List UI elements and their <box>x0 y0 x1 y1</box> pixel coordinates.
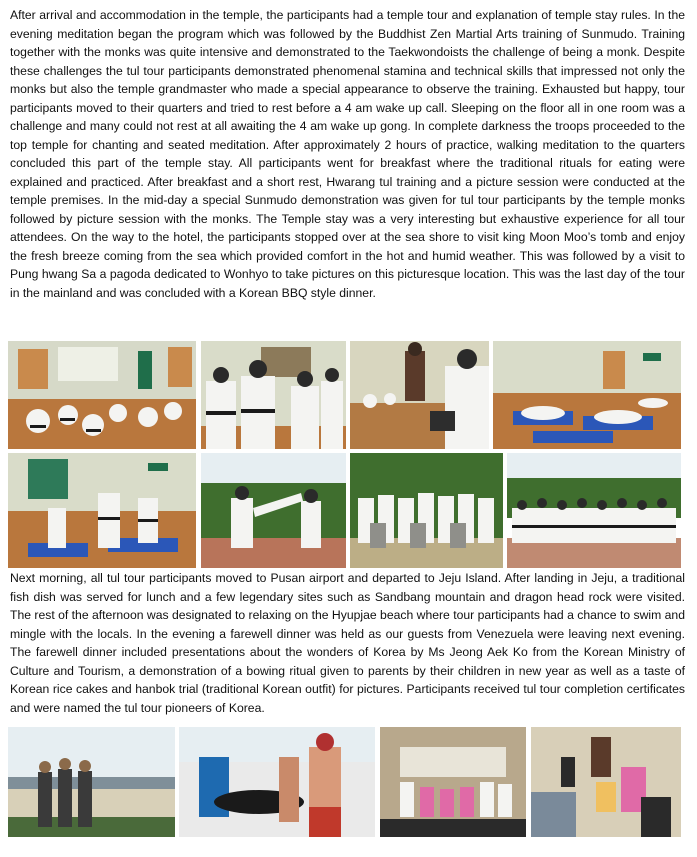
photo-farewell-dinner <box>380 727 526 837</box>
body-paragraph-temple-stay: After arrival and accommodation in the temple, the participants had a temple tour and explanation of temple stay rules. In the evening meditation began the program which was followed by the Buddhist Zen Martial Arts training of Sunmudo. Training together with the monks was quite intensive and demonstrated to the Taekwondoists the challenge of being a monk. Despite these challenges the tul tour participants demonstrated phenomenal stamina and technical skills that impressed not only the monks but also the temple grandmaster who made a special appearance to observe the training. Exhausted but happy, tour participants moved to their quarters and tried to rest before a 4 am wake up call. Sleeping on the floor all in one room was a challenge and many could not rest at all awaiting the 4 am wake up gong. In complete darkness the troops proceeded to the top temple for chanting and seated meditation. After approximately 2 hours of practice, walking meditation to the quarters concluded this part of the temple stay. All participants went for breakfast where the traditional rituals for eating were explained and practiced. After breakfast and a short rest, Hwarang tul training and a picture session were conducted at the temple premises. In the mid-day a special Sunmudo demonstration was given for tul tour participants by the temple monks followed by picture session with the monks. The Temple stay was a very interesting but exhaustive experience for all tour attendees. On the way to the hotel, the participants stopped over at the sea shore to visit king Moon Moo’s tomb and enjoy the fresh breeze coming from the sea which provided comfort in the hot and humid weather. This was followed by a visit to Pung hwang Sa a pagoda dedicated to Wonhyo to take pictures on this picturesque location. This was the last day of the tour in the mainland and was concluded with a Korean BBQ style dinner. <box>10 8 685 300</box>
photo-hall-mats-blue <box>493 341 681 449</box>
photo-monk-ritual <box>350 341 489 449</box>
photo-group-standing-hall <box>201 341 346 449</box>
photo-group-with-monks <box>350 453 503 568</box>
photo-training-hall-seated <box>8 341 196 449</box>
photo-temple-group-outdoor <box>507 453 681 568</box>
body-paragraph-jeju: Next morning, all tul tour participants moved to Pusan airport and departed to Jeju Island. After landing in Jeju, a traditional fish dish was served for lunch and a few legendary sites such as Sandbang mountain and dragon head rock were visited. The rest of the afternoon was designated to relaxing on the Hyupjae beach where tour participants had a chance to swim and mingle with the locals. In the evening a farewell dinner was held as our guests from Venezuela were leaving next evening. The farewell dinner included presentations about the wonders of Korea by Ms Jeong Aek Ko from the Korean Ministry of Culture and Tourism, a demonstration of a bowing ritual given to parents by their children in new year as well as a taste of Korean rice cakes and hanbok trial (traditional Korean outfit) for pictures. Participants received tul tour completion certificates and were named the tul tour pioneers of Korea. <box>10 571 685 715</box>
photo-beach-inflatable <box>179 727 375 837</box>
photo-hall-kicks <box>8 453 196 568</box>
photo-outdoor-sparring <box>201 453 346 568</box>
photo-hanbok-trial <box>531 727 681 837</box>
photo-jeju-coast <box>8 727 175 837</box>
